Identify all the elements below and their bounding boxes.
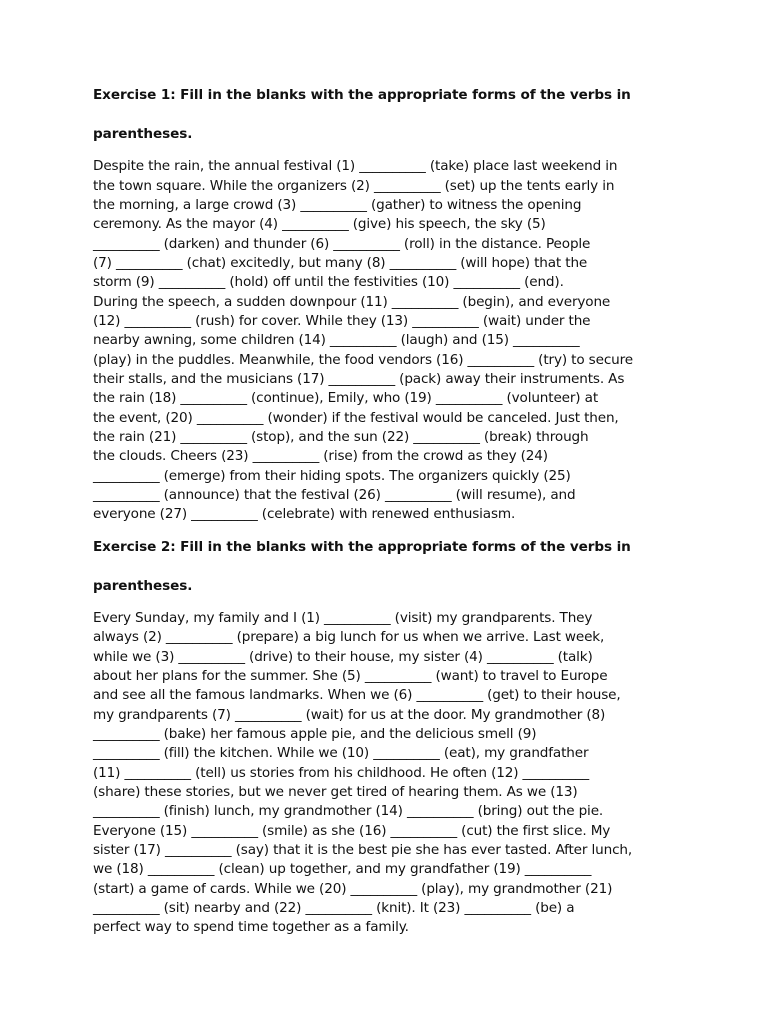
worksheet-page (93, 86, 683, 938)
exercise-2-line: my grandparents (7) __________ (wait) for us at the door. My grandmother (8) (93, 706, 606, 723)
exercise-2-line: while we (3) __________ (drive) to their house, my sister (4) __________ (talk) (93, 648, 593, 665)
exercise-2-line: Everyone (15) __________ (smile) as she (16) __________ (cut) the first slice. My (93, 822, 611, 839)
exercise-2-line: and see all the famous landmarks. When we (6) __________ (get) to their house, (93, 687, 621, 704)
exercise-2-line: sister (17) __________ (say) that it is the best pie she has ever tasted. After lunch, (93, 842, 633, 859)
exercise-2-line: (11) __________ (tell) us stories from his childhood. He often (12) __________ (93, 764, 590, 781)
exercise-1-line: the event, (20) __________ (wonder) if the festival would be canceled. Just then, (93, 409, 619, 426)
exercise-1-title-line-2: parentheses. (93, 125, 193, 142)
exercise-1-line: Despite the rain, the annual festival (1) __________ (take) place last weekend in (93, 158, 618, 175)
exercise-2-line: perfect way to spend time together as a family. (93, 919, 409, 936)
exercise-2-title-line-1: Exercise 2: Fill in the blanks with the appropriate forms of the verbs in (93, 538, 631, 555)
exercise-1-line: nearby awning, some children (14) __________ (laugh) and (15) __________ (93, 332, 580, 349)
exercise-2-line: Every Sunday, my family and I (1) __________ (visit) my grandparents. They (93, 609, 593, 626)
exercise-1-line: their stalls, and the musicians (17) __________ (pack) away their instruments. As (93, 371, 625, 387)
exercise-1-title-line-1: Exercise 1: Fill in the blanks with the appropriate forms of the verbs in (93, 87, 631, 103)
exercise-1-line: __________ (emerge) from their hiding spots. The organizers quickly (25) (93, 467, 571, 484)
exercise-2-paragraph (93, 609, 683, 938)
exercise-2-line: about her plans for the summer. She (5) __________ (want) to travel to Europe (93, 668, 608, 684)
exercise-1-line: the clouds. Cheers (23) __________ (rise) from the crowd as they (24) (93, 448, 548, 465)
exercise-1-line: storm (9) __________ (hold) off until the festivities (10) __________ (end). (93, 274, 564, 291)
exercise-2-line: always (2) __________ (prepare) a big lunch for us when we arrive. Last week, (93, 629, 605, 646)
exercise-1-line: (7) __________ (chat) excitedly, but many (8) __________ (will hope) that the (93, 254, 588, 271)
exercise-2-title-line-2: parentheses. (93, 577, 193, 594)
exercise-1-line: During the speech, a sudden downpour (11) __________ (begin), and everyone (93, 293, 611, 310)
exercise-1-line: the rain (18) __________ (continue), Emily, who (19) __________ (volunteer) at (93, 390, 598, 407)
exercise-1-line: the rain (21) __________ (stop), and the sun (22) __________ (break) through (93, 429, 589, 446)
exercise-1-line: __________ (announce) that the festival (26) __________ (will resume), and (93, 487, 576, 504)
exercise-1-title (93, 86, 683, 144)
exercise-2-line: (share) these stories, but we never get tired of hearing them. As we (13) (93, 784, 578, 801)
exercise-2-line: __________ (finish) lunch, my grandmother (14) __________ (bring) out the pie. (93, 803, 604, 820)
exercise-1-line: everyone (27) __________ (celebrate) with renewed enthusiasm. (93, 506, 516, 523)
exercise-2-line: (start) a game of cards. While we (20) __________ (play), my grandmother (21) (93, 880, 613, 897)
exercise-2-line: __________ (fill) the kitchen. While we (10) __________ (eat), my grandfather (93, 745, 589, 762)
exercise-1-line: ceremony. As the mayor (4) __________ (give) his speech, the sky (5) (93, 216, 546, 233)
exercise-2-line: __________ (sit) nearby and (22) __________ (knit). It (23) __________ (be) a (93, 900, 575, 917)
exercise-2-title (93, 538, 683, 596)
exercise-1-line: __________ (darken) and thunder (6) __________ (roll) in the distance. People (93, 235, 591, 252)
exercise-1-line: (play) in the puddles. Meanwhile, the food vendors (16) __________ (try) to secure (93, 351, 633, 368)
exercise-1-line: (12) __________ (rush) for cover. While they (13) __________ (wait) under the (93, 312, 591, 329)
exercise-1-line: the morning, a large crowd (3) __________ (gather) to witness the opening (93, 196, 582, 213)
exercise-1-line: the town square. While the organizers (2) __________ (set) up the tents early in (93, 177, 615, 194)
exercise-2-line: __________ (bake) her famous apple pie, and the delicious smell (9) (93, 726, 537, 743)
exercise-2-line: we (18) __________ (clean) up together, and my grandfather (19) __________ (93, 861, 592, 878)
exercise-1-paragraph (93, 157, 683, 525)
